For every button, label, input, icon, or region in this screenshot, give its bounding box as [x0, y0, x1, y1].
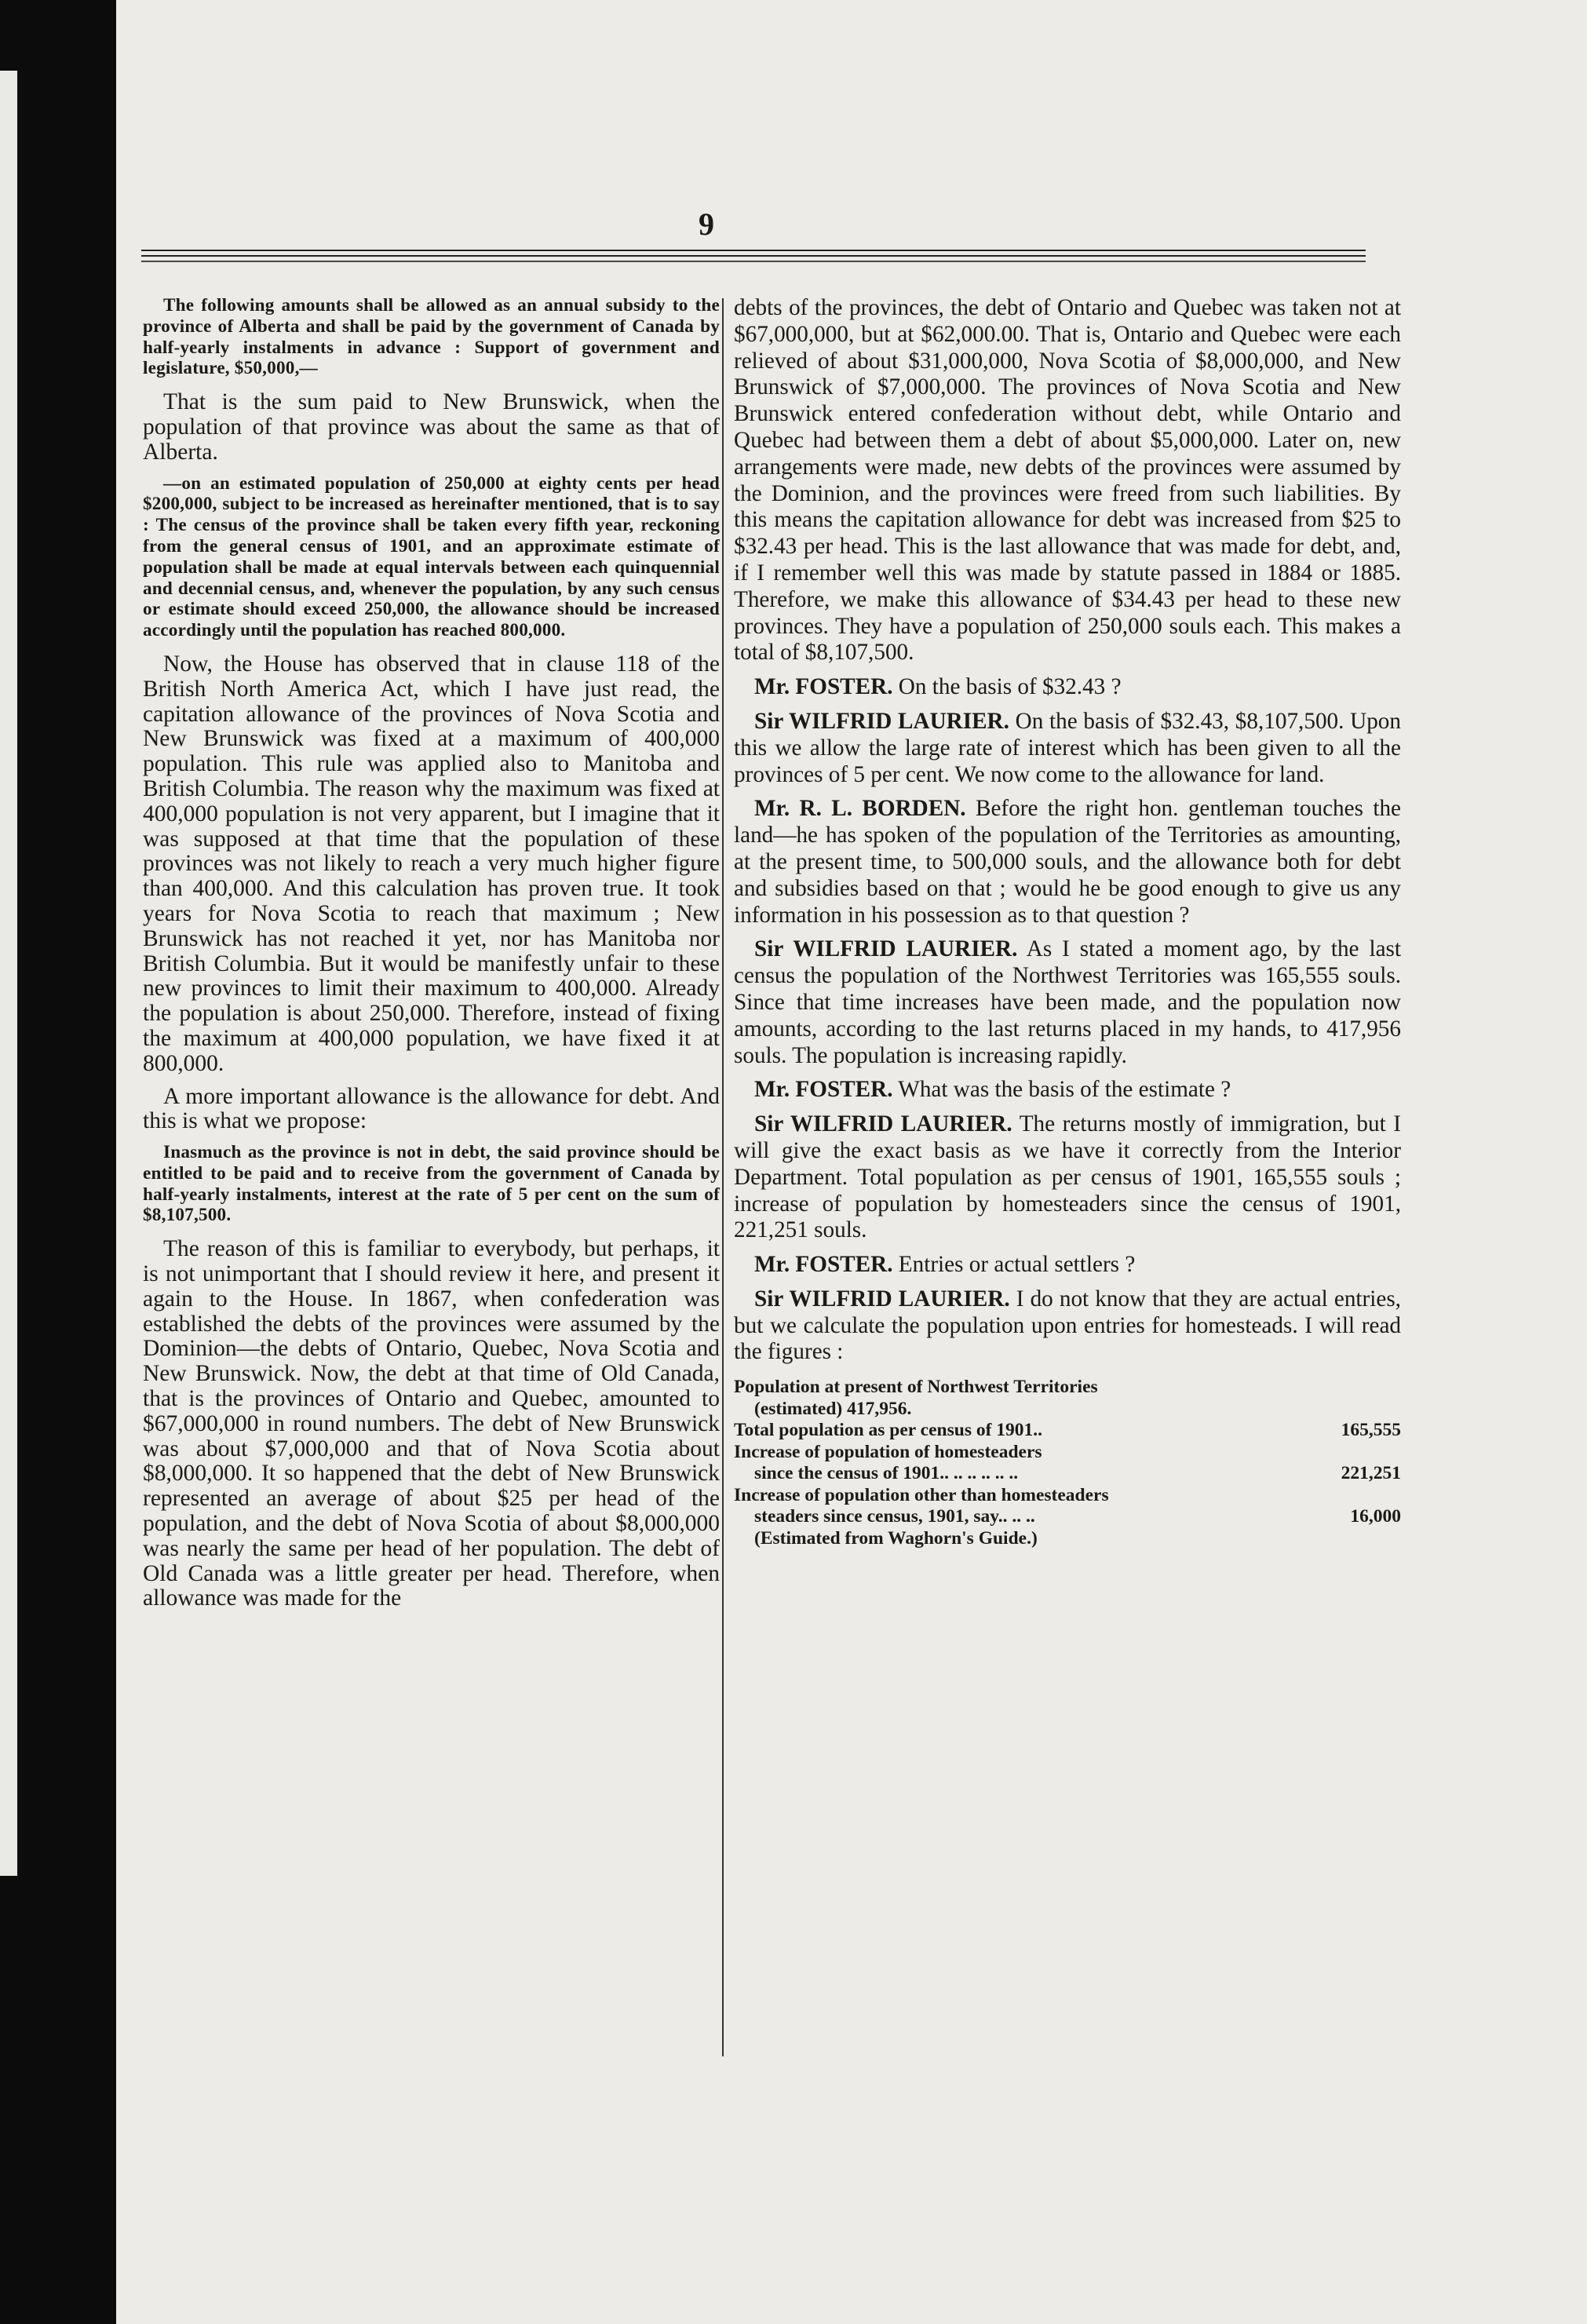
paragraph: debts of the provinces, the debt of Ontario and Quebec was taken not at $67,000,000, but at $62,000.00. That is, Ontario and Quebec were each relieved of about $31,000,000, Nova Scotia of $8,000,000, and New Brunswick of $7,000,000. The provinces of Nova Scotia and New Brunswick entered confederation without debt, while Ontario and Quebec had between them a debt of about $5,000,000. Later on, new arrangements were made, new debts of the provinces were assumed by the Dominion, and the provinces were freed from such liabilities. By this means the capitation allowance for debt was increased from $25 to $32.43 per head. This is the last allowance that was made for debt, and, if I remember well this was made by statute passed in 1884 or 1885. Therefore, we make this allowance of $34.43 per head to these new provinces. They have a population of 250,000 souls each. This makes a total of $8,107,500.: [734, 295, 1401, 666]
page-number: 9: [699, 206, 714, 242]
figure-row: [734, 1463, 1401, 1485]
speaker-name: Sir WILFRID LAURIER.: [754, 1286, 1010, 1312]
speech: [734, 1111, 1401, 1244]
speech-text: On the basis of $32.43, $8,107,500. Upon this we allow the large rate of interest which has been given to all the provinces of 5 per cent. We now come to the allowance for land.: [734, 708, 1401, 787]
paragraph: The reason of this is familiar to everybody, but perhaps, it is not unimportant that I should review it here, and present it again to the House. In 1867, when confederation was established the debts of the provinces were assumed by the Dominion—the debts of Ontario, Quebec, Nova Scotia and New Brunswick. Now, the debt at that time of Old Canada, that is the provinces of Ontario and Quebec, amounted to $67,000,000 in round numbers. The debt of New Brunswick was about $7,000,000 and that of Nova Scotia about $8,000,000. It so happened that the debt of New Brunswick represented an average of about $25 per head of the population, and the debt of Nova Scotia of about $8,000,000 was nearly the same per head of her population. The debt of Old Canada was a little greater per head. Therefore, when allowance was made for the: [143, 1236, 720, 1611]
figure-row-value: 165,555: [1341, 1420, 1401, 1441]
column-divider: [722, 298, 724, 2056]
speech-text: Entries or actual settlers ?: [898, 1252, 1136, 1278]
speech: [734, 1077, 1401, 1104]
figure-row: [734, 1420, 1401, 1442]
figure-row-label: Population at present of Northwest Territories: [734, 1377, 1098, 1398]
figure-row-label: Increase of population of homesteaders: [734, 1441, 1042, 1462]
speech: [734, 796, 1401, 929]
speech-text: On the basis of $32.43 ?: [898, 674, 1122, 700]
paragraph: A more important allowance is the allowance for debt. And this is what we propose:: [143, 1083, 720, 1134]
adjacent-page-edge: [0, 71, 17, 1876]
speaker-name: Mr. R. L. BORDEN.: [754, 796, 966, 822]
figure-row-sub: steaders since census, 1901, say.. .. ..: [754, 1506, 1035, 1527]
left-column: [143, 295, 720, 1619]
speech: [734, 709, 1401, 788]
speech: [734, 1286, 1401, 1366]
paragraph: That is the sum paid to New Brunswick, when the population of that province was about the same as that of Alberta.: [143, 389, 720, 465]
speech-text: The returns mostly of immigration, but I will give the exact basis as we have it correctly from the Interior Department. Total population as per census of 1901, 165,555 souls ; increase of population by homesteaders since the census of 1901, 221,251 souls.: [734, 1111, 1401, 1243]
speech-text: As I stated a moment ago, by the last census the population of the Northwest Territories was 165,555 souls. Since that time increases have been made, and the population now amounts, according to the last returns placed in my hands, to 417,956 souls. The population is increasing rapidly.: [734, 936, 1401, 1068]
speech-text: Before the right hon. gentleman touches the land—he has spoken of the population of the Territories as amounting, at the present time, to 500,000 souls, and the allowance both for debt and subsidies based on that ; would he be good enough to give us any information in his possession as to that question ?: [734, 796, 1401, 928]
speech-text: I do not know that they are actual entries, but we calculate the population upon entries for homesteads. I will read the figures :: [734, 1286, 1401, 1365]
figure-row-value: 221,251: [1341, 1463, 1401, 1484]
speech: [734, 936, 1401, 1069]
quoted-clause: The following amounts shall be allowed as an annual subsidy to the province of Alberta and shall be paid by the government of Canada by half-yearly instalments in advance : Support of government and legislature, $50,000,—: [143, 295, 720, 379]
figure-row-value: 16,000: [1350, 1506, 1401, 1527]
speaker-name: Sir WILFRID LAURIER.: [754, 936, 1018, 962]
header-rule: [141, 250, 1366, 257]
figure-row: [734, 1506, 1401, 1528]
quoted-clause: —on an estimated population of 250,000 at eighty cents per head $200,000, subject to be increased as hereinafter mentioned, that is to say : The census of the province shall be taken every fifth year, reckoning from the general census of 1901, and an approximate estimate of population shall be made at equal intervals between each quinquennial and decennial census, and, whenever the population, by any such census or estimate should exceed 250,000, the allowance should be increased accordingly until the population has reached 800,000.: [143, 472, 720, 641]
speech-text: What was the basis of the estimate ?: [898, 1077, 1231, 1103]
speaker-name: Mr. FOSTER.: [754, 674, 893, 700]
speech: [734, 1252, 1401, 1279]
figure-row-sub: (estimated) 417,956.: [754, 1398, 912, 1419]
quoted-clause: Inasmuch as the province is not in debt, the said province should be entitled to be paid and to receive from the government of Canada by half-yearly instalments, interest at the rate of 5 per cent on the sum of $8,107,500.: [143, 1142, 720, 1226]
speaker-name: Mr. FOSTER.: [754, 1077, 893, 1103]
paragraph: Now, the House has observed that in clause 118 of the British North America Act, which I have just read, the capitation allowance of the provinces of Nova Scotia and New Brunswick was fixed at a maximum of 400,000 population. This rule was applied also to Manitoba and British Columbia. The reason why the maximum was fixed at 400,000 population is not very apparent, but I imagine that it was supposed at that time that the population of these provinces was not likely to reach a very much higher figure than 400,000. And this calculation has proven true. It took years for Nova Scotia to reach that maximum ; New Brunswick has not reached it yet, nor has Manitoba nor British Columbia. But it would be manifestly unfair to these new provinces to limit their maximum to 400,000. Already the population is about 250,000. Therefore, instead of fixing the maximum at 400,000 population, we have fixed it at 800,000.: [143, 651, 720, 1076]
speech: [734, 674, 1401, 701]
population-figures-table: [734, 1377, 1401, 1549]
speaker-name: Mr. FOSTER.: [754, 1252, 893, 1278]
figure-row-note: (Estimated from Waghorn's Guide.): [754, 1527, 1038, 1549]
figure-row-label: Increase of population other than homesteaders: [734, 1484, 1109, 1505]
speaker-name: Sir WILFRID LAURIER.: [754, 1111, 1012, 1137]
figure-row-label: Total population as per census of 1901..: [734, 1420, 1043, 1441]
header-rule-lower: [141, 261, 1366, 262]
right-column: [734, 295, 1401, 1549]
speaker-name: Sir WILFRID LAURIER.: [754, 708, 1009, 734]
figure-row-sub: since the census of 1901.. .. .. .. .. ..: [754, 1463, 1019, 1484]
